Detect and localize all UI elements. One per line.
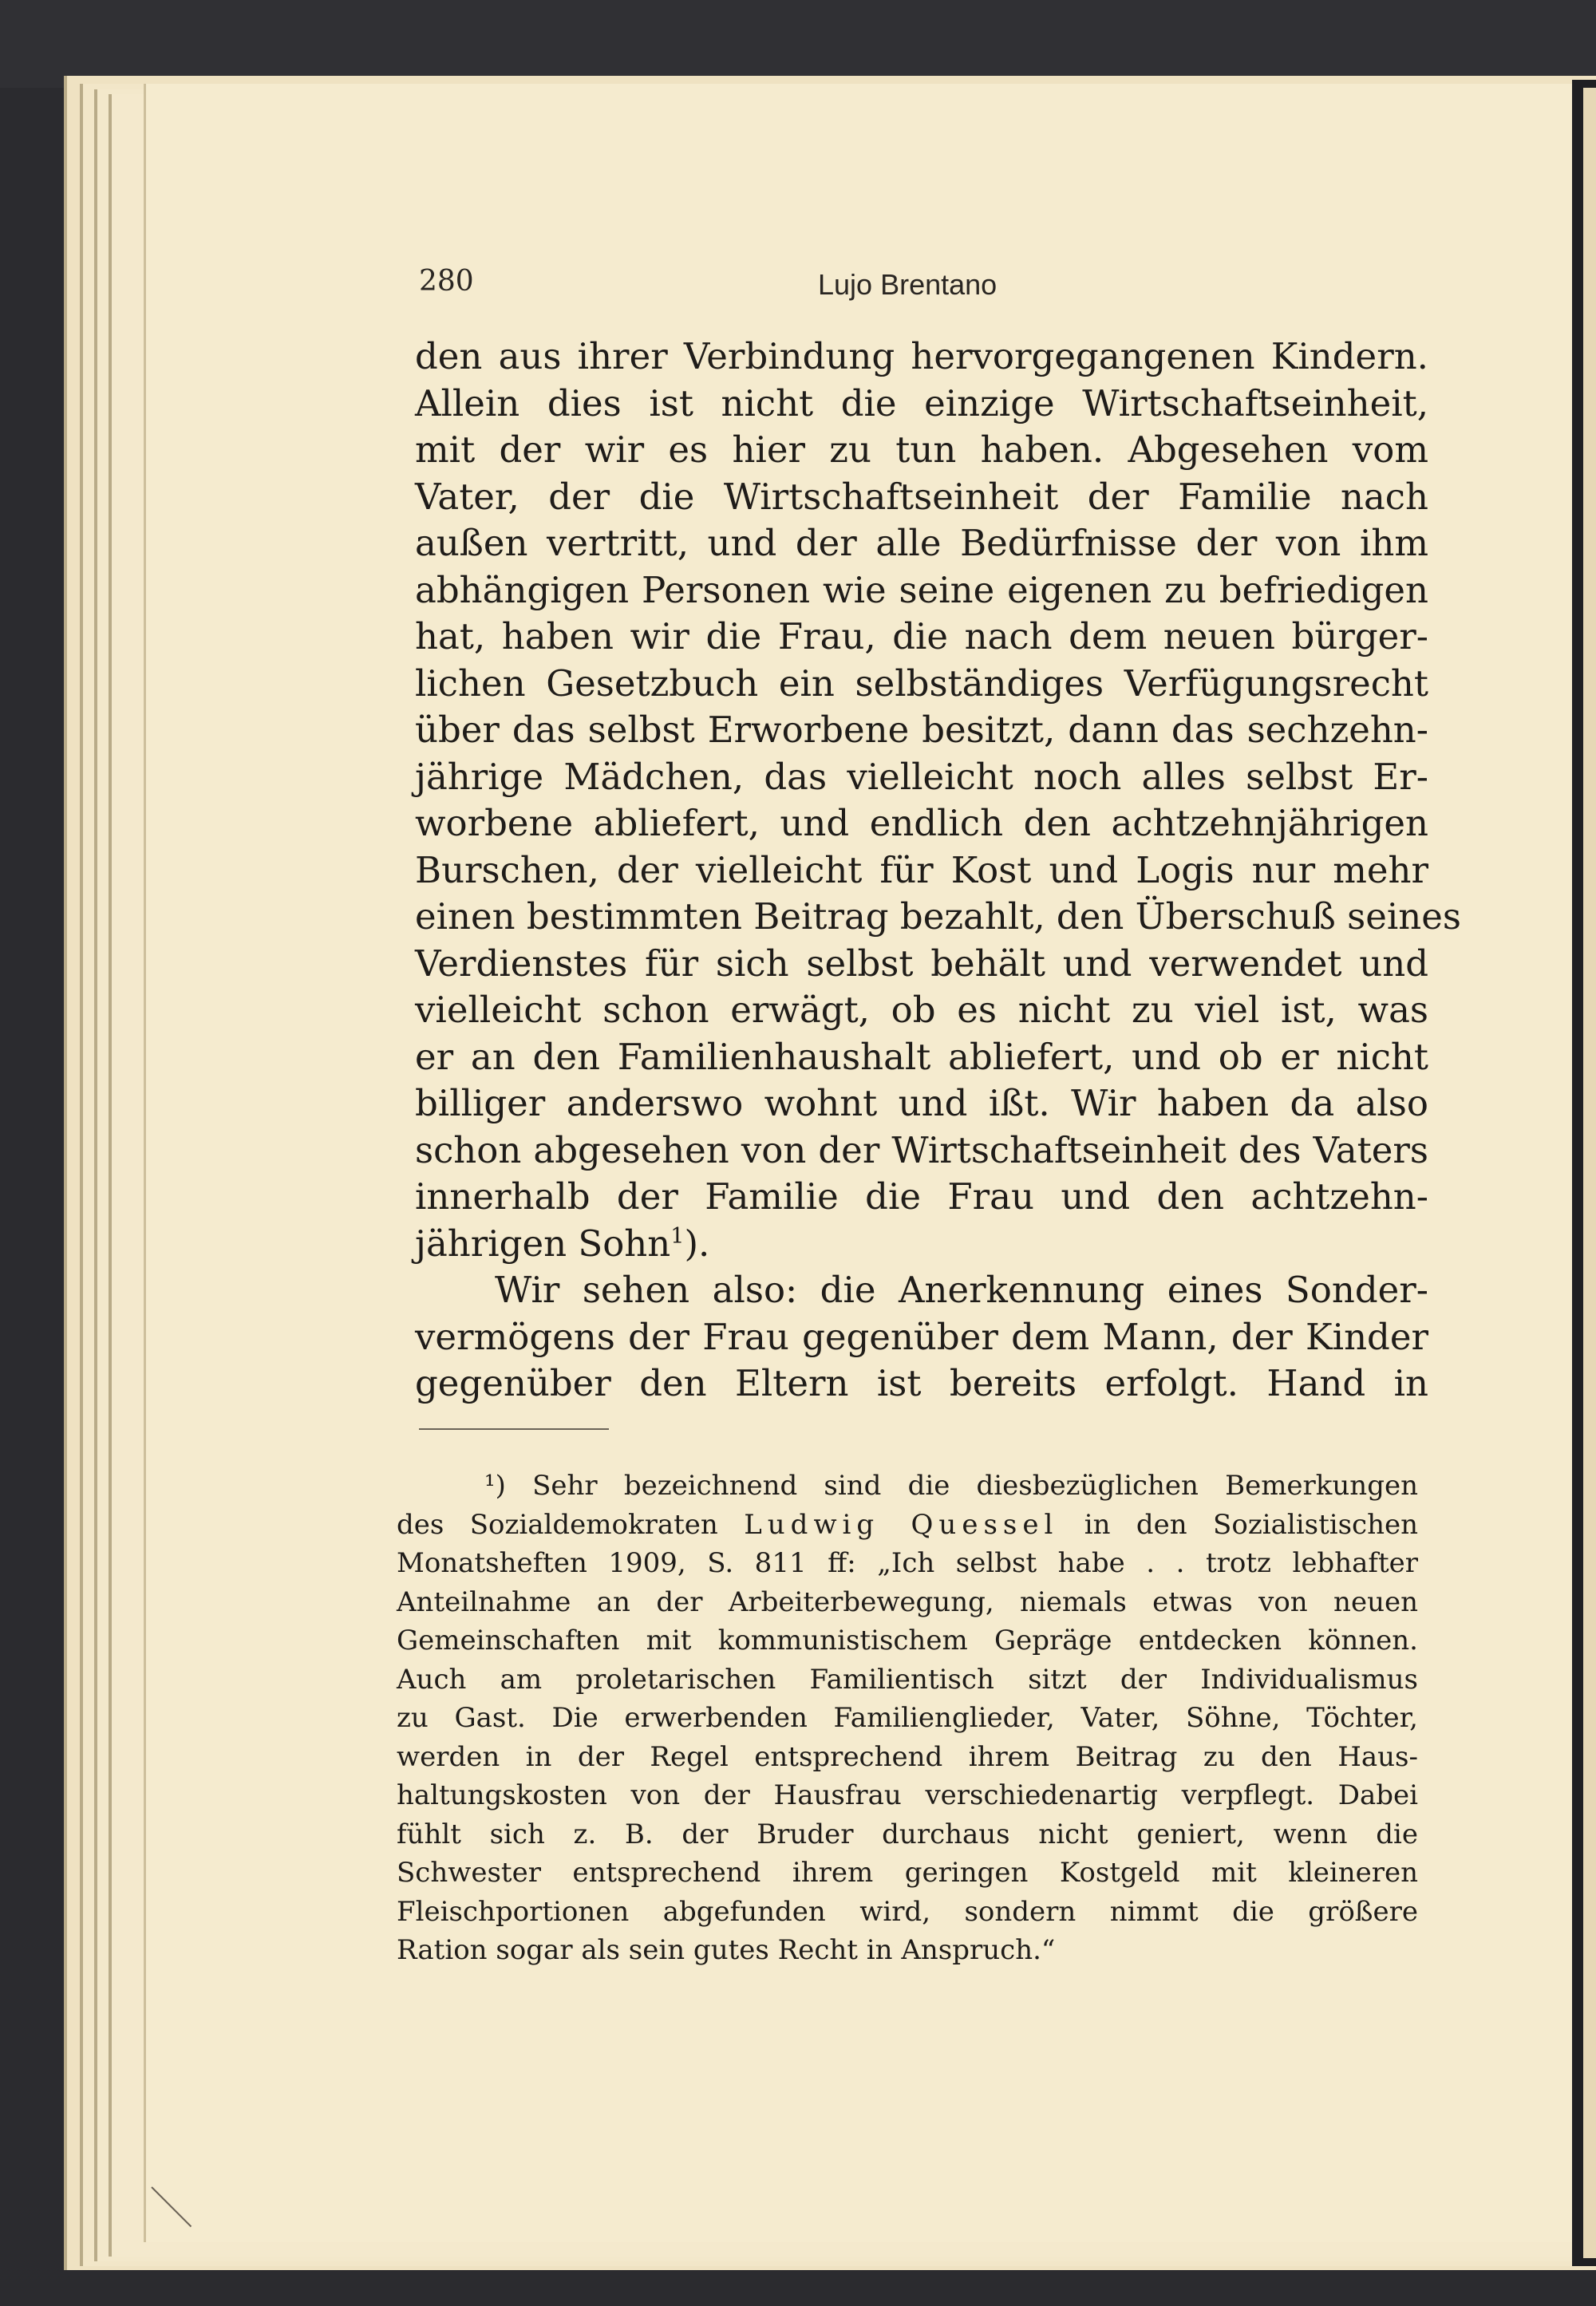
text-line: billiger anderswo wohnt und ißt. Wir haben da also xyxy=(415,1082,1428,1124)
text-line: über das selbst Erworbene besitzt, dann das sechzehn- xyxy=(415,709,1428,751)
footnote-reference[interactable]: 1 xyxy=(670,1223,685,1249)
text-line: gegenüber den Eltern ist bereits erfolgt. Hand in xyxy=(415,1362,1428,1404)
text-line: Verdienstes für sich selbst behält und verwendet und xyxy=(415,942,1428,985)
footnote-line: werden in der Regel entsprechend ihrem Beitrag zu den Haus- xyxy=(397,1740,1418,1773)
footnote-line: Fleischportionen abgefunden wird, sondern nimmt die größere xyxy=(397,1895,1418,1928)
footnote-rule xyxy=(419,1428,609,1430)
text-line: schon abgesehen von der Wirtschaftseinheit des Vaters xyxy=(415,1128,1428,1171)
text-line: den aus ihrer Verbindung hervorgegangenen Kindern. xyxy=(415,335,1428,377)
footnote-line: Auch am proletarischen Familientisch sitzt der Individualismus xyxy=(397,1663,1418,1696)
text-line: innerhalb der Familie die Frau und den achtzehn- xyxy=(415,1175,1428,1218)
text-line xyxy=(415,1221,1428,1268)
body-text xyxy=(415,334,1461,1408)
running-head: Lujo Brentano xyxy=(818,268,998,301)
footnote-line: zu Gast. Die erwerbenden Familienglieder, Vater, Söhne, Töchter, xyxy=(397,1702,1418,1734)
footnote-line: haltungskosten von der Hausfrau verschiedenartig verpflegt. Dabei xyxy=(397,1779,1418,1811)
text-line: hat, haben wir die Frau, die nach dem neuen bürger- xyxy=(415,615,1428,657)
scan-background xyxy=(0,0,1596,88)
text-line: vielleicht schon erwägt, ob es nicht zu viel ist, was xyxy=(415,989,1428,1031)
text-line-part: ). xyxy=(684,1222,710,1265)
footnote-author-name: Ludwig Quessel xyxy=(744,1508,1059,1541)
text-line: Vater, der die Wirtschaftseinheit der Familie nach xyxy=(415,475,1428,518)
text-line: Wir sehen also: die Anerkennung eines Sonder- xyxy=(495,1269,1428,1311)
text-line: außen vertritt, und der alle Bedürfnisse der von ihm xyxy=(415,522,1428,564)
text-line-part: jährigen Sohn xyxy=(415,1222,671,1265)
footnote xyxy=(397,1467,1418,1970)
footnote-line: Anteilnahme an der Arbeiterbewegung, niemals etwas von neuen xyxy=(397,1585,1418,1618)
page-number: 280 xyxy=(419,265,474,298)
text-line: Allein dies ist nicht die einzige Wirtschaftseinheit, xyxy=(415,381,1428,424)
text-line: einen bestimmten Beitrag bezahlt, den Überschuß seines xyxy=(415,895,1461,938)
text-line: vermögens der Frau gegenüber dem Mann, der Kinder xyxy=(415,1315,1428,1358)
text-line: abhängigen Personen wie seine eigenen zu befriedigen xyxy=(415,568,1428,611)
text-line: lichen Gesetzbuch ein selbständiges Verfügungsrecht xyxy=(415,661,1428,705)
text-line: mit der wir es hier zu tun haben. Abgesehen vom xyxy=(415,428,1428,471)
text-line: er an den Familienhaushalt abliefert, und ob er nicht xyxy=(415,1035,1428,1078)
footnote-line: Ration sogar als sein gutes Recht in Anspruch.“ xyxy=(397,1934,1056,1966)
footnote-line: Gemeinschaften mit kommunistischem Gepräge entdecken können. xyxy=(397,1625,1418,1656)
text-line: jährige Mädchen, das vielleicht noch alles selbst Er- xyxy=(415,755,1428,798)
page-header xyxy=(419,265,1424,305)
footnote-text: des Sozialdemokraten xyxy=(397,1508,718,1541)
footnote-line xyxy=(397,1467,1418,1506)
text-line: worbene abliefert, und endlich den achtzehnjährigen xyxy=(415,802,1428,844)
footnote-line xyxy=(397,1506,1418,1545)
text-line: Burschen, der vielleicht für Kost und Logis nur mehr xyxy=(415,848,1428,891)
footnote-text: in den Sozialistischen xyxy=(1084,1508,1419,1541)
footnote-marker: ¹) xyxy=(484,1470,506,1502)
next-page-edge xyxy=(1583,88,1596,2258)
footnote-text: Sehr bezeichnend sind die diesbezüglichen Bemerkungen xyxy=(532,1470,1418,1502)
footnote-line: Schwester entsprechend ihrem geringen Kostgeld mit kleineren xyxy=(397,1857,1418,1889)
footnote-line: Monatsheften 1909, S. 811 ff: „Ich selbst habe . . trotz lebhafter xyxy=(397,1547,1418,1579)
footnote-line: fühlt sich z. B. der Bruder durchaus nicht geniert, wenn die xyxy=(397,1818,1418,1850)
